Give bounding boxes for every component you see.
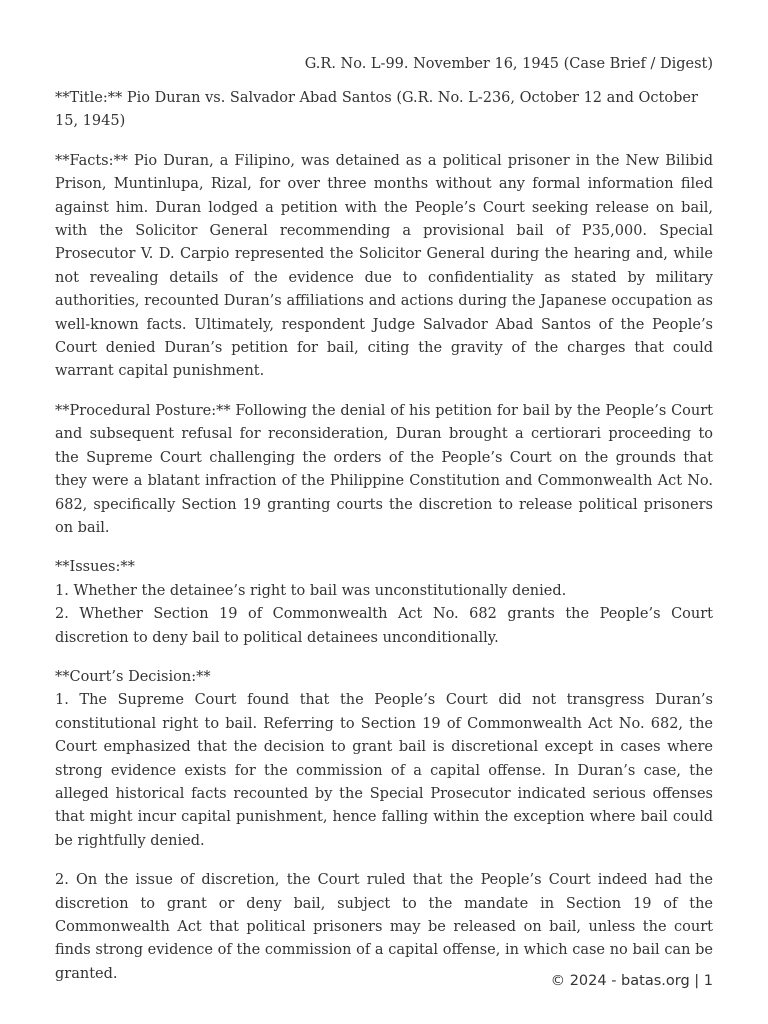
case-reference-header: G.R. No. L-99. November 16, 1945 (Case Brief / Digest) (304, 56, 713, 72)
document-body (55, 87, 713, 1002)
facts-paragraph: **Facts:** Pio Duran, a Filipino, was detained as a political prisoner in the New Bilibid Prison, Muntinlupa, Rizal, for over three months without any formal information filed against him. Duran lodged a petition with the People’s Court seeking release on bail, with the Solicitor General recommending a provisional bail of P35,000. Special Prosecutor V. D. Carpio represented the Solicitor General during the hearing and, while not revealing details of the evidence due to confidentiality as stated by military authorities, recounted Duran’s affiliations and actions during the Japanese occupation as well-known facts. Ultimately, respondent Judge Salvador Abad Santos of the People’s Court denied Duran’s petition for bail, citing the gravity of the charges that could warrant capital punishment. (55, 152, 713, 380)
decision-heading: **Court’s Decision:** (55, 668, 211, 685)
decision-item: 2. On the issue of discretion, the Court ruled that the People’s Court indeed had the discretion to grant or deny bail, subject to the mandate in Section 19 of the Commonwealth Act that political prisoners may be released on bail, unless the court finds strong evidence of the commission of a capital offense, in which case no bail can be granted. (55, 872, 713, 982)
issue-item: 2. Whether Section 19 of Commonwealth Act No. 682 grants the People’s Court discretion to deny bail to political detainees unconditionally. (55, 606, 713, 646)
decision-item: 1. The Supreme Court found that the People’s Court did not transgress Duran’s constitutional right to bail. Referring to Section 19 of Commonwealth Act No. 682, the Court emphasized that the decision to grant bail is discretional except in cases where strong evidence exists for the commission of a capital offense. In Duran’s case, the alleged historical facts recounted by the Special Prosecutor indicated serious offenses that might incur capital punishment, hence falling within the exception where bail could be rightfully denied. (55, 692, 713, 849)
title-paragraph: **Title:** Pio Duran vs. Salvador Abad Santos (G.R. No. L-236, October 12 and October 15, 1945) (55, 90, 698, 130)
procedural-posture-paragraph: **Procedural Posture:** Following the denial of his petition for bail by the People’s Court and subsequent refusal for reconsideration, Duran brought a certiorari proceeding to the Supreme Court challenging the orders of the People’s Court on the grounds that they were a blatant infraction of the Philippine Constitution and Commonwealth Act No. 682, specifically Section 19 granting courts the discretion to release political prisoners on bail. (55, 402, 713, 536)
issues-section (55, 556, 713, 650)
page-footer: © 2024 - batas.org | 1 (550, 973, 713, 989)
issues-heading: **Issues:** (55, 559, 135, 576)
issue-item: 1. Whether the detainee’s right to bail was unconstitutionally denied. (55, 582, 567, 599)
decision-section (55, 666, 713, 853)
